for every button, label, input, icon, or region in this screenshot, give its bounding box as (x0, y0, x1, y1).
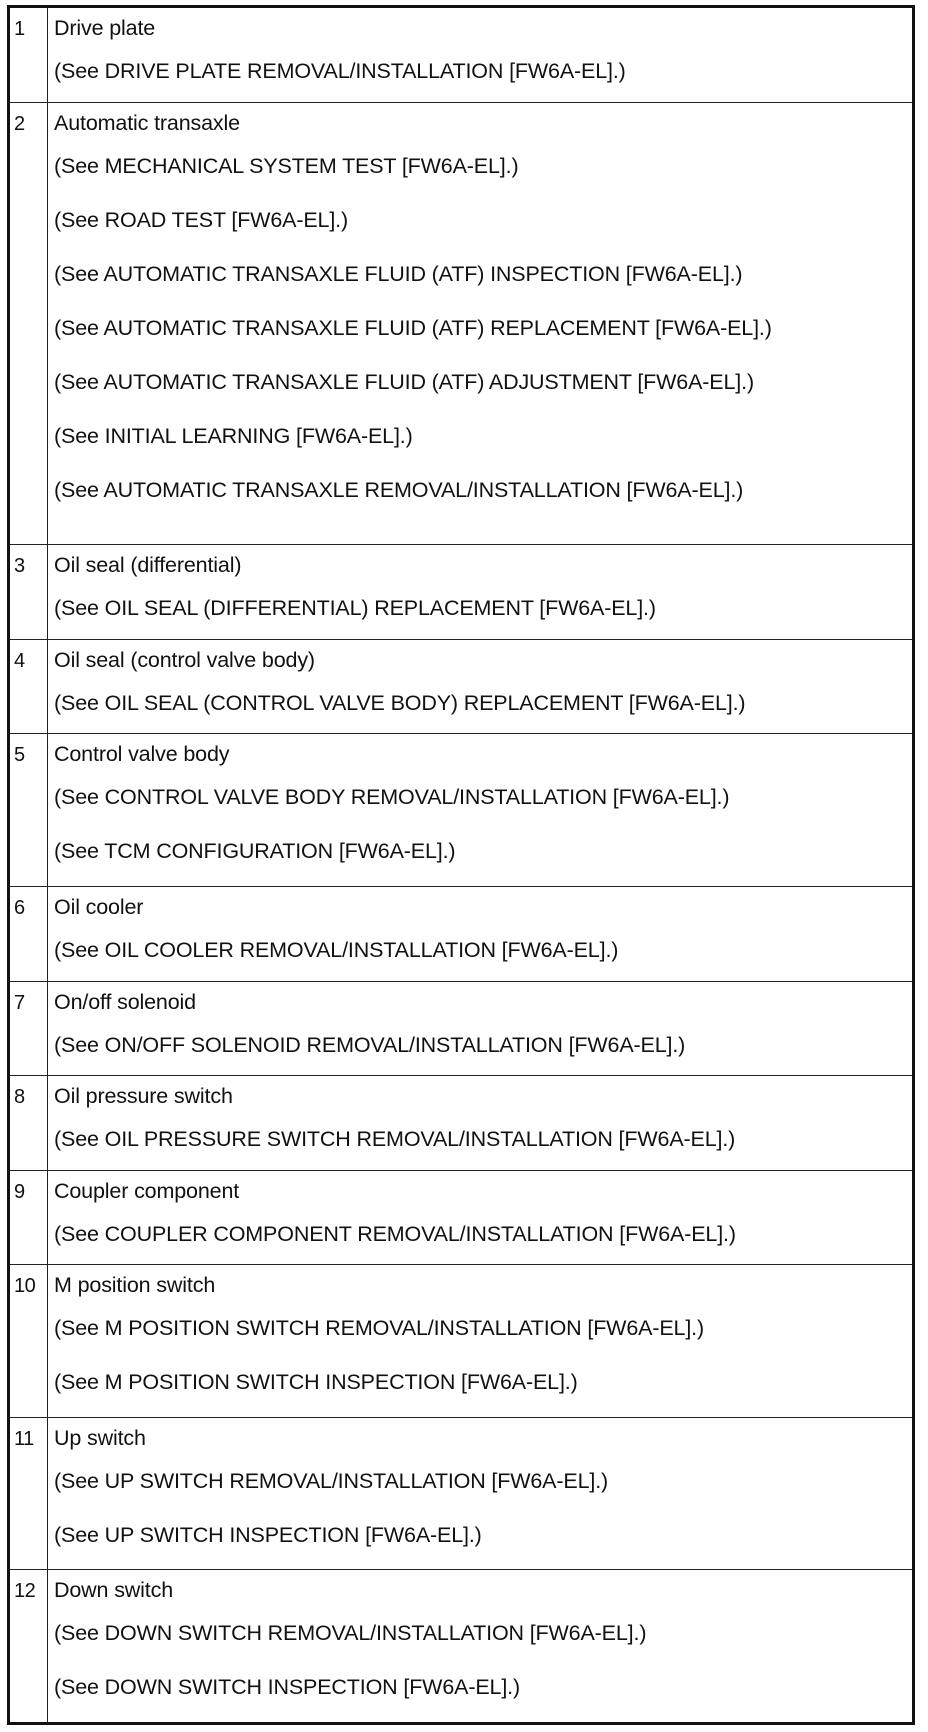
item-number: 4 (9, 639, 48, 734)
table-row (9, 1570, 914, 1724)
table-body (9, 7, 914, 1724)
item-number: 2 (9, 102, 48, 545)
item-name: Control valve body (54, 742, 230, 767)
item-name: Drive plate (54, 16, 156, 40)
procedure-reference: (See UP SWITCH REMOVAL/INSTALLATION [FW6A-EL].) (54, 1468, 609, 1493)
item-content (48, 1570, 914, 1724)
item-number: 6 (9, 886, 48, 981)
procedure-reference: (See AUTOMATIC TRANSAXLE FLUID (ATF) REPLACEMENT [FW6A-EL].) (54, 315, 772, 340)
table-row (9, 1076, 914, 1171)
item-number: 1 (9, 7, 48, 103)
parts-reference-table (7, 5, 915, 1725)
item-name: Coupler component (54, 1178, 240, 1203)
table-row (9, 1417, 914, 1570)
procedure-reference: (See OIL SEAL (CONTROL VALVE BODY) REPLACEMENT [FW6A-EL].) (54, 690, 746, 715)
item-content (48, 1265, 914, 1418)
procedure-reference: (See DOWN SWITCH REMOVAL/INSTALLATION [FW6A-EL].) (54, 1621, 647, 1646)
item-name: On/off solenoid (54, 989, 196, 1014)
procedure-reference: (See MECHANICAL SYSTEM TEST [FW6A-EL].) (54, 153, 519, 178)
item-name: Oil seal (control valve body) (54, 647, 315, 672)
item-name: Oil cooler (54, 894, 144, 919)
procedure-reference: (See AUTOMATIC TRANSAXLE REMOVAL/INSTALLATION [FW6A-EL].) (54, 477, 744, 502)
item-content (48, 639, 914, 734)
item-name: M position switch (54, 1273, 216, 1298)
procedure-reference: (See AUTOMATIC TRANSAXLE FLUID (ATF) INSPECTION [FW6A-EL].) (54, 261, 743, 286)
item-content (48, 7, 914, 103)
item-content (48, 1076, 914, 1171)
procedure-reference: (See M POSITION SWITCH INSPECTION [FW6A-EL].) (54, 1370, 578, 1395)
item-content (48, 102, 914, 545)
procedure-reference: (See OIL COOLER REMOVAL/INSTALLATION [FW6A-EL].) (54, 937, 619, 962)
item-number: 9 (9, 1170, 48, 1265)
table-row (9, 981, 914, 1076)
procedure-reference: (See UP SWITCH INSPECTION [FW6A-EL].) (54, 1522, 482, 1547)
item-number: 7 (9, 981, 48, 1076)
item-content (48, 1170, 914, 1265)
table-row (9, 545, 914, 640)
item-name: Oil pressure switch (54, 1084, 233, 1109)
procedure-reference: (See CONTROL VALVE BODY REMOVAL/INSTALLATION [FW6A-EL].) (54, 785, 730, 810)
item-content (48, 1417, 914, 1570)
procedure-reference: (See ON/OFF SOLENOID REMOVAL/INSTALLATION [FW6A-EL].) (54, 1032, 686, 1057)
table-row (9, 7, 914, 103)
procedure-reference: (See OIL PRESSURE SWITCH REMOVAL/INSTALLATION [FW6A-EL].) (54, 1127, 736, 1152)
procedure-reference: (See OIL SEAL (DIFFERENTIAL) REPLACEMENT [FW6A-EL].) (54, 596, 656, 621)
procedure-reference: (See COUPLER COMPONENT REMOVAL/INSTALLATION [FW6A-EL].) (54, 1221, 736, 1246)
procedure-reference: (See INITIAL LEARNING [FW6A-EL].) (54, 423, 413, 448)
item-number: 10 (9, 1265, 48, 1418)
table-row (9, 734, 914, 887)
item-number: 8 (9, 1076, 48, 1171)
procedure-reference: (See DOWN SWITCH INSPECTION [FW6A-EL].) (54, 1675, 520, 1700)
item-name: Up switch (54, 1425, 146, 1450)
table-row (9, 1265, 914, 1418)
item-number: 3 (9, 545, 48, 640)
table-row (9, 639, 914, 734)
item-number: 12 (9, 1570, 48, 1724)
item-name: Down switch (54, 1578, 174, 1603)
item-name: Oil seal (differential) (54, 553, 242, 578)
item-number: 5 (9, 734, 48, 887)
procedure-reference: (See TCM CONFIGURATION [FW6A-EL].) (54, 839, 456, 864)
item-content (48, 886, 914, 981)
procedure-reference: (See DRIVE PLATE REMOVAL/INSTALLATION [FW6A-EL].) (54, 59, 626, 83)
table-row (9, 1170, 914, 1265)
item-content (48, 734, 914, 887)
procedure-reference: (See M POSITION SWITCH REMOVAL/INSTALLATION [FW6A-EL].) (54, 1316, 704, 1341)
item-name: Automatic transaxle (54, 110, 240, 135)
item-content (48, 545, 914, 640)
item-content (48, 981, 914, 1076)
procedure-reference: (See AUTOMATIC TRANSAXLE FLUID (ATF) ADJUSTMENT [FW6A-EL].) (54, 369, 754, 394)
procedure-reference: (See ROAD TEST [FW6A-EL].) (54, 207, 348, 232)
item-number: 11 (9, 1417, 48, 1570)
table-row (9, 102, 914, 545)
table-row (9, 886, 914, 981)
